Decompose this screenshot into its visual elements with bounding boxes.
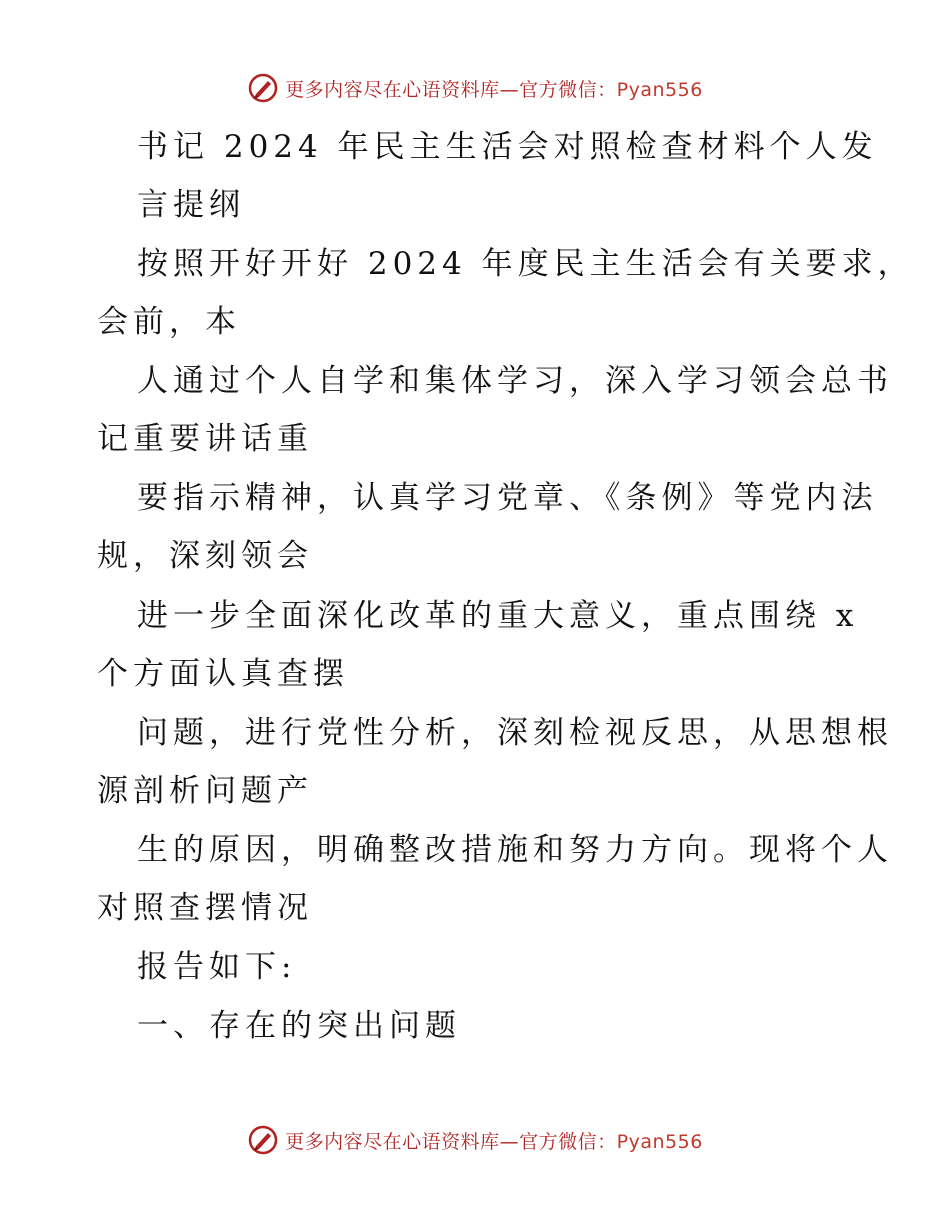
section-heading: 一、存在的突出问题 [137, 1008, 461, 1044]
paragraph-line: 源剖析问题产 [97, 773, 313, 809]
header-watermark [0, 72, 950, 104]
paragraph-line: 要指示精神，认真学习党章、《条例》等党内法 [137, 480, 878, 516]
paragraph-line: 进一步全面深化改革的重大意义，重点围绕 x [137, 598, 859, 634]
paragraph-line: 规，深刻领会 [97, 538, 313, 574]
paragraph-line: 报告如下: [137, 949, 297, 985]
footer-watermark [0, 1124, 950, 1156]
watermark-text: 更多内容尽在心语资料库—官方微信：Pyan556 [285, 78, 703, 101]
paragraph-line: 按照开好开好 2024 年度民主生活会有关要求， [137, 246, 914, 282]
pen-logo-icon [247, 1124, 279, 1156]
paragraph-line: 个方面认真查摆 [97, 656, 349, 692]
paragraph-line: 记重要讲话重 [97, 421, 313, 457]
paragraph-line: 问题，进行党性分析，深刻检视反思，从思想根 [137, 715, 893, 751]
paragraph-line: 对照查摆情况 [97, 890, 313, 926]
watermark-text: 更多内容尽在心语资料库—官方微信：Pyan556 [285, 1130, 703, 1153]
title-line-2: 言提纲 [137, 187, 245, 223]
title-line-1: 书记 2024 年民主生活会对照检查材料个人发 [137, 129, 878, 165]
paragraph-line: 生的原因，明确整改措施和努力方向。现将个人 [137, 832, 893, 868]
paragraph-line: 人通过个人自学和集体学习，深入学习领会总书 [137, 363, 893, 399]
paragraph-line: 会前，本 [97, 304, 241, 340]
pen-logo-icon [247, 72, 279, 104]
